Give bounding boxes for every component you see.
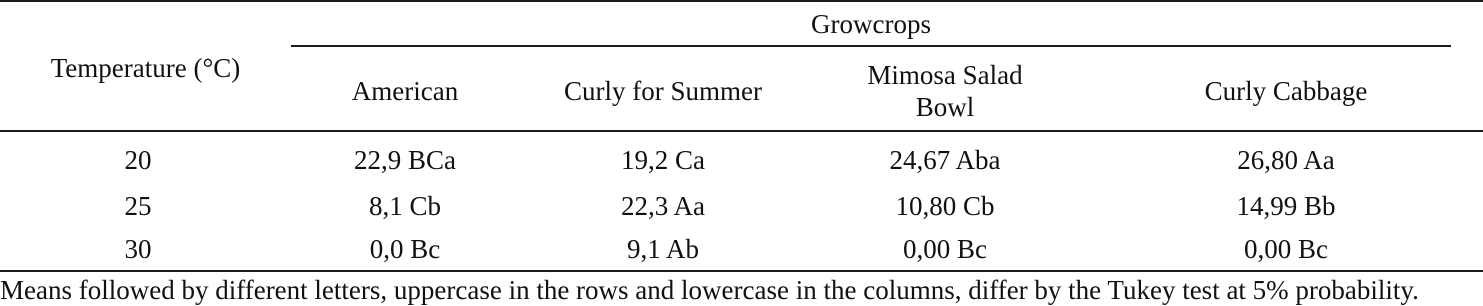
group-rule	[291, 45, 1451, 47]
table-cell: 0,00 Bc	[1244, 234, 1328, 264]
table-cell: 10,80 Cb	[895, 191, 995, 221]
column-header-curly-cabbage: Curly Cabbage	[1204, 76, 1368, 106]
column-header-curly-for-summer: Curly for Summer	[564, 76, 762, 106]
column-header-american: American	[351, 76, 459, 106]
table-cell: 26,80 Aa	[1237, 145, 1335, 175]
temperature-header: Temperature (°C)	[50, 53, 241, 83]
table-cell: 0,0 Bc	[369, 234, 441, 264]
column-header-mimosa-salad-bowl: Mimosa Salad Bowl	[867, 60, 1023, 122]
table-cell: 22,9 BCa	[353, 145, 456, 175]
top-rule	[0, 0, 1483, 2]
header-bottom-rule	[0, 130, 1483, 132]
table-cell: 14,99 Bb	[1236, 191, 1336, 221]
table-cell: 22,3 Aa	[621, 191, 705, 221]
table-row-label: 20	[124, 145, 152, 175]
table-row-label: 25	[124, 191, 152, 221]
table-cell: 0,00 Bc	[903, 234, 987, 264]
table-footnote: Means followed by different letters, uppercase in the rows and lowercase in the columns, differ by the Tukey test at 5% probability.	[0, 275, 1419, 305]
table-cell: 8,1 Cb	[368, 191, 441, 221]
table-row-label: 30	[124, 234, 152, 264]
table-cell: 19,2 Ca	[621, 145, 705, 175]
table-cell: 9,1 Ab	[626, 234, 699, 264]
growcrops-header: Growcrops	[811, 9, 931, 39]
table-cell: 24,67 Aba	[889, 145, 1001, 175]
bottom-rule	[0, 270, 1483, 272]
